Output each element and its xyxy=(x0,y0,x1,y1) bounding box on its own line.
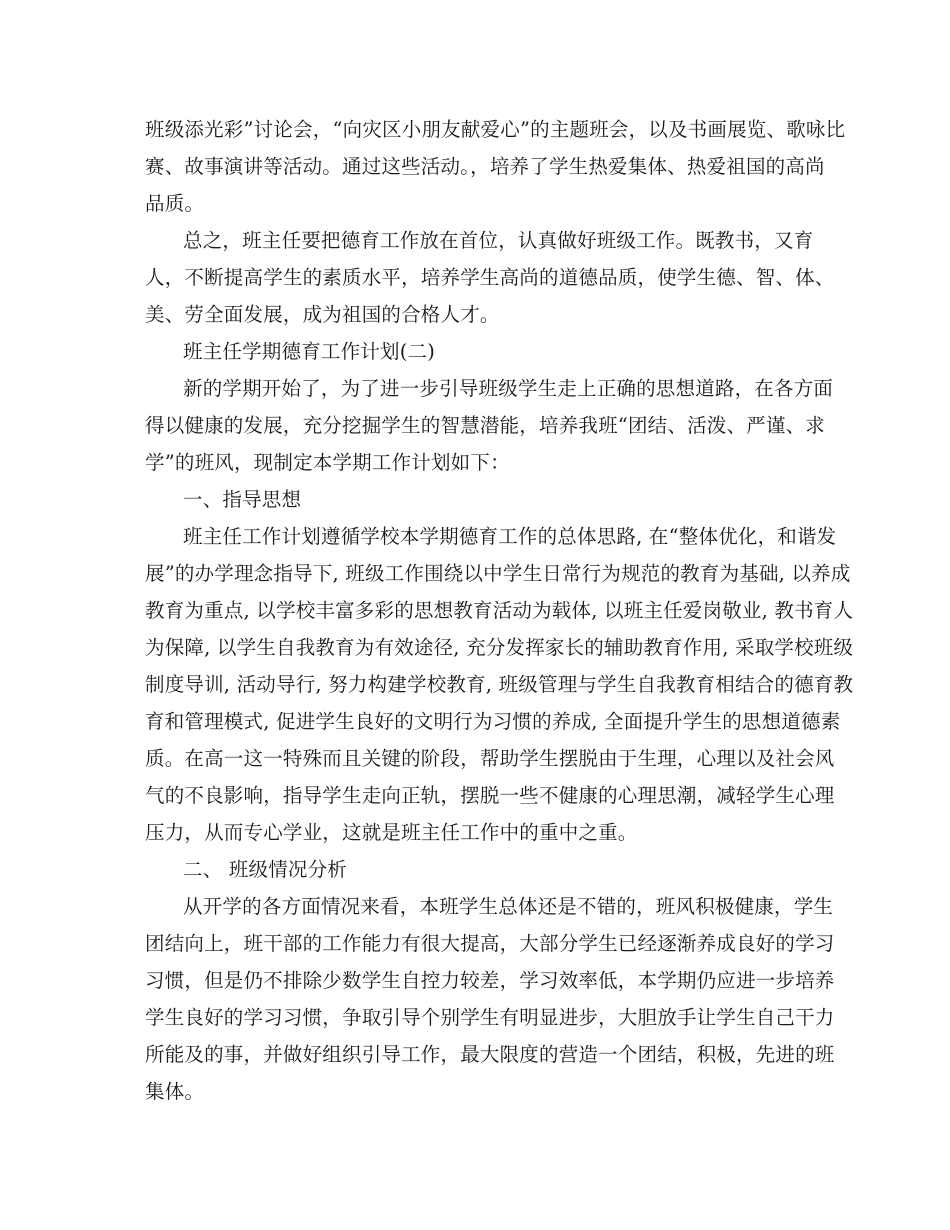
text-line: 学”的班风，现制定本学期工作计划如下： xyxy=(145,451,510,474)
text-line: 学生良好的学习习惯，争取引导个别学生有明显进步，大胆放手让学生自己干力 xyxy=(145,1006,835,1029)
text-line: 制度导训, 活动导行, 努力构建学校教育, 班级管理与学生自我教育相结合的德育教 xyxy=(145,673,854,696)
text-line: 压力，从而专心学业，这就是班主任工作中的重中之重。 xyxy=(145,821,638,844)
text-line: 习惯，但是仍不排除少数学生自控力较差，学习效率低，本学期仍应进一步培养 xyxy=(145,969,835,992)
text-line: 班级添光彩”讨论会，“向灾区小朋友献爱心”的主题班会，以及书画展览、歌咏比 xyxy=(145,118,846,141)
section-heading: 二、 班级情况分析 xyxy=(183,858,347,881)
text-line: 人，不断提高学生的素质水平，培养学生高尚的道德品质，使学生德、智、体、 xyxy=(145,266,835,289)
text-line: 所能及的事，并做好组织引导工作，最大限度的营造一个团结，积极，先进的班 xyxy=(145,1043,835,1066)
text-line: 得以健康的发展，充分挖掘学生的智慧潜能，培养我班“团结、活泼、严谨、求 xyxy=(145,414,825,437)
text-line: 质。在高一这一特殊而且关键的阶段，帮助学生摆脱由于生理，心理以及社会风 xyxy=(145,747,835,770)
text-line: 赛、故事演讲等活动。通过这些活动。，培养了学生热爱集体、热爱祖国的高尚 xyxy=(145,155,825,178)
text-line: 教育为重点, 以学校丰富多彩的思想教育活动为载体, 以班主任爱岗敬业, 教书育人 xyxy=(145,599,854,622)
text-line: 集体。 xyxy=(145,1080,205,1103)
text-line: 总之，班主任要把德育工作放在首位，认真做好班级工作。既教书，又育 xyxy=(183,229,814,252)
text-line: 新的学期开始了，为了进一步引导班级学生走上正确的思想道路，在各方面 xyxy=(183,377,834,400)
section-heading: 一、指导思想 xyxy=(183,488,302,511)
text-line: 从开学的各方面情况来看，本班学生总体还是不错的，班风积极健康，学生 xyxy=(183,895,834,918)
text-line: 美、劳全面发展，成为祖国的合格人才。 xyxy=(145,303,500,326)
text-line: 育和管理模式, 促进学生良好的文明行为习惯的养成, 全面提升学生的思想道德素 xyxy=(145,710,841,733)
text-line: 为保障, 以学生自我教育为有效途径, 充分发挥家长的辅助教育作用, 采取学校班级 xyxy=(145,636,854,659)
text-line: 班主任工作计划遵循学校本学期德育工作的总体思路, 在“整体优化，和谐发 xyxy=(183,525,837,548)
text-line: 气的不良影响，指导学生走向正轨，摆脱一些不健康的心理思潮，减轻学生心理 xyxy=(145,784,835,807)
text-line: 展”的办学理念指导下, 班级工作围绕以中学生日常行为规范的教育为基础, 以养成 xyxy=(145,562,851,585)
section-title: 班主任学期德育工作计划(二) xyxy=(183,340,436,363)
text-line: 团结向上，班干部的工作能力有很大提高，大部分学生已经逐渐养成良好的学习 xyxy=(145,932,835,955)
text-line: 品质。 xyxy=(145,192,205,215)
